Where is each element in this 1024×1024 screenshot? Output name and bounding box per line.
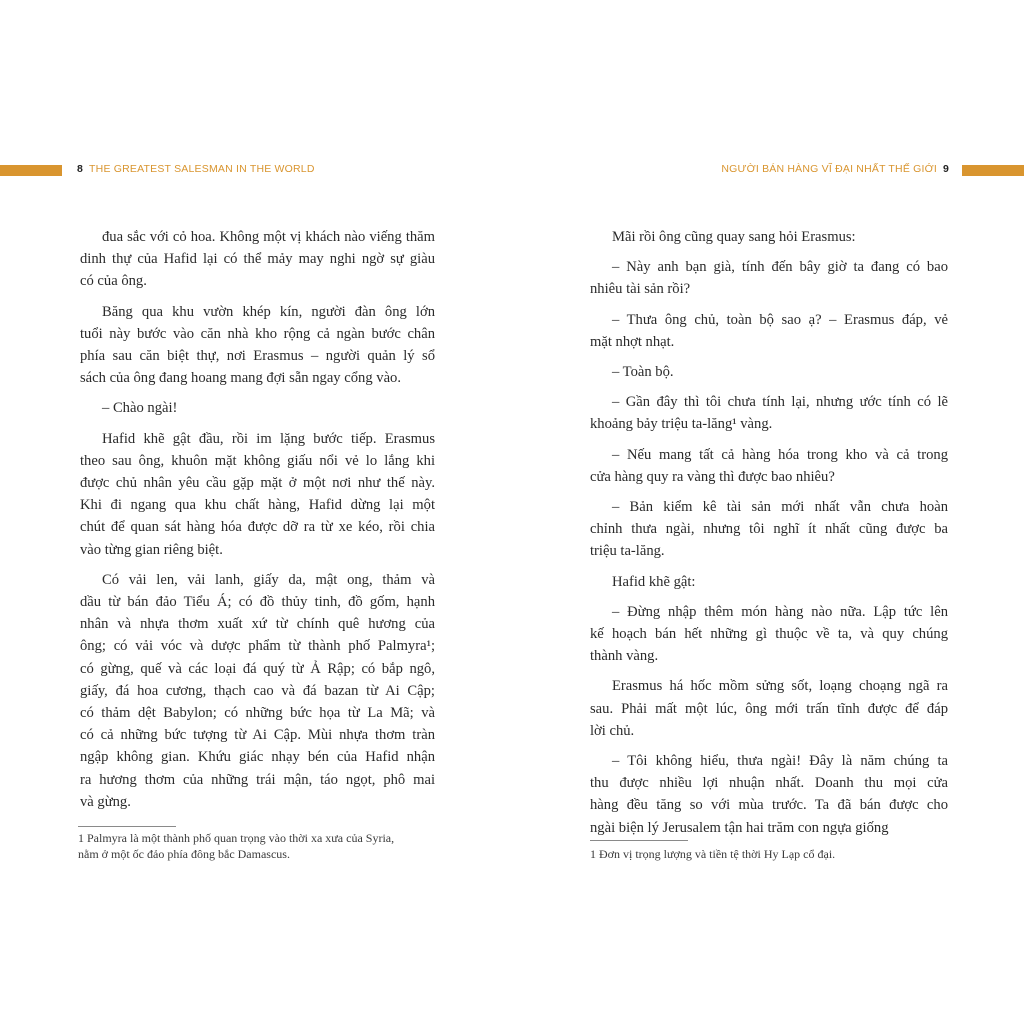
text-line: vào từng gian riêng biệt. xyxy=(80,541,223,558)
text-line: – Tôi không hiểu, thưa ngài! Đây là năm chúng ta xyxy=(612,753,948,770)
text-line: tuổi này bước vào căn nhà kho rộng cả ngàn bước chân xyxy=(80,325,435,342)
text-line: chỉnh thưa ngài, nhưng tôi nghĩ ít nhất cũng được ba xyxy=(590,521,948,538)
running-title-right: NGƯỜI BÁN HÀNG VĨ ĐẠI NHẤT THẾ GIỚI xyxy=(721,163,937,175)
text-line: dầu từ bán đảo Tiểu Á; có đồ thủy tinh, đồ gốm, hạnh xyxy=(80,594,435,611)
paragraph xyxy=(590,750,948,839)
text-line: giấy, đá hoa cương, thạch cao và đá bazan từ Ai Cập; xyxy=(80,682,435,699)
footnote-rule-right xyxy=(590,840,688,841)
footnote-line: 1 Đơn vị trọng lượng và tiền tệ thời Hy Lạp cổ đại. xyxy=(590,847,836,861)
text-line: thành vàng. xyxy=(590,648,659,665)
text-line: sau. Phải mất một lúc, ông mới trấn tĩnh được để đáp xyxy=(590,700,948,717)
footnote-left xyxy=(78,830,394,862)
text-line: đua sắc với cỏ hoa. Không một vị khách nào viếng thăm xyxy=(102,229,435,245)
running-header-right xyxy=(721,163,949,175)
text-line: hàng đều tăng so với mùa trước. Ta đã bán được cho xyxy=(590,797,948,814)
text-line: theo sau ông, khuôn mặt không giấu nổi vẻ lo lắng khi xyxy=(80,452,435,469)
text-line: Mãi rồi ông cũng quay sang hỏi Erasmus: xyxy=(612,229,856,245)
page-number-right: 9 xyxy=(942,163,949,175)
text-line: dinh thự của Hafid lại có thể mảy may nghi ngờ sự giàu xyxy=(80,251,435,268)
text-line: sách của ông đang hoang mang đợi sẵn ngay cổng vào. xyxy=(80,370,401,387)
text-line: – Gần đây thì tôi chưa tính lại, nhưng ước tính có lẽ xyxy=(612,394,948,411)
text-line: mặt nhợt nhạt. xyxy=(590,333,675,350)
text-line: có gừng, quế và các loại đá quý từ Ả Rập; có bắp ngô, xyxy=(80,660,435,677)
text-line: – Này anh bạn già, tính đến bây giờ ta đang có bao xyxy=(612,259,948,276)
text-line: – Đừng nhập thêm món hàng nào nữa. Lập tức lên xyxy=(612,603,948,620)
text-line: thu được nhiều lợi nhuận nhất. Doanh thu mọi cửa xyxy=(590,775,948,792)
text-line: – Thưa ông chủ, toàn bộ sao ạ? – Erasmus đáp, vẻ xyxy=(612,311,948,328)
text-line: phía sau căn biệt thự, nơi Erasmus – người quản lý sổ xyxy=(80,348,435,365)
text-line: Có vải len, vải lanh, giấy da, mật ong, thảm và xyxy=(102,571,435,588)
text-line: ngài biện lý Jerusalem tận hai trăm con ngựa giống xyxy=(590,819,889,836)
header-accent-bar-right xyxy=(962,165,1024,176)
header-accent-bar-left xyxy=(0,165,62,176)
running-title-left: THE GREATEST SALESMAN IN THE WORLD xyxy=(89,163,315,175)
paragraph xyxy=(590,601,948,668)
paragraph xyxy=(590,444,948,488)
paragraph xyxy=(590,571,948,593)
text-line: Erasmus há hốc mồm sửng sốt, loạng choạng ngã ra xyxy=(612,678,948,695)
paragraph xyxy=(590,309,948,353)
left-page-body xyxy=(80,226,435,813)
text-line: triệu ta-lăng. xyxy=(590,543,665,560)
text-line: chút để quan sát hàng hóa được dỡ ra từ xe kéo, rồi chia xyxy=(80,519,435,536)
paragraph xyxy=(590,391,948,435)
footnote-line: nằm ở một ốc đảo phía đông bắc Damascus. xyxy=(78,847,290,861)
text-line: và gừng. xyxy=(80,793,131,810)
text-line: ông; có vải vóc và dược phẩm từ thành phố Palmyra¹; xyxy=(80,638,435,655)
paragraph xyxy=(80,397,435,419)
text-line: ra hương thơm của những trái mận, táo ngọt, phô mai xyxy=(80,771,435,788)
text-line: nhiêu tài sản rồi? xyxy=(590,281,691,298)
paragraph xyxy=(80,226,435,293)
paragraph xyxy=(590,361,948,383)
running-header-left xyxy=(77,163,315,175)
text-line: kế hoạch bán hết những gì thuộc về ta, và quy chúng xyxy=(590,626,948,643)
text-line: Băng qua khu vườn khép kín, người đàn ông lớn xyxy=(102,303,435,320)
text-line: – Chào ngài! xyxy=(102,400,178,417)
text-line: có cả những bức tượng từ Ai Cập. Mùi nhựa thơm tràn xyxy=(80,727,435,744)
text-line: Hafid khẽ gật: xyxy=(612,573,696,590)
paragraph xyxy=(590,675,948,742)
text-line: Khi đi ngang qua khu chất hàng, Hafid dừng lại một xyxy=(80,497,435,514)
footnote-line: 1 Palmyra là một thành phố quan trọng vào thời xa xưa của Syria, xyxy=(78,831,395,845)
text-line: – Bản kiểm kê tài sản mới nhất vẫn chưa hoàn xyxy=(612,499,948,516)
text-line: ngập không gian. Khứu giác nhạy bén của Hafid nhận xyxy=(80,749,435,766)
text-line: khoảng bảy triệu ta-lăng¹ vàng. xyxy=(590,416,773,433)
text-line: – Nếu mang tất cả hàng hóa trong kho và cả trong xyxy=(612,446,948,463)
text-line: Hafid khẽ gật đầu, rồi im lặng bước tiếp. Erasmus xyxy=(102,430,435,447)
text-line: cửa hàng quy ra vàng thì được bao nhiêu? xyxy=(590,468,835,485)
text-line: lời chủ. xyxy=(590,722,635,739)
text-line: nhân và nhựa thơm xuất xứ từ chính quê hương của xyxy=(80,616,435,633)
paragraph xyxy=(590,226,948,248)
text-line: có của ông. xyxy=(80,273,147,290)
paragraph xyxy=(80,301,435,390)
text-line: được chủ nhân yêu cầu gặp mặt ở một nơi như thế này. xyxy=(80,475,435,492)
footnote-rule-left xyxy=(78,826,176,827)
paragraph xyxy=(80,569,435,813)
paragraph xyxy=(80,428,435,561)
footnote-right xyxy=(590,846,835,862)
right-page-body xyxy=(590,226,948,839)
paragraph xyxy=(590,496,948,563)
text-line: có thảm dệt Babylon; có những bức họa từ La Mã; và xyxy=(80,705,435,722)
paragraph xyxy=(590,256,948,300)
page-number-left: 8 xyxy=(77,163,84,175)
text-line: – Toàn bộ. xyxy=(612,364,674,381)
